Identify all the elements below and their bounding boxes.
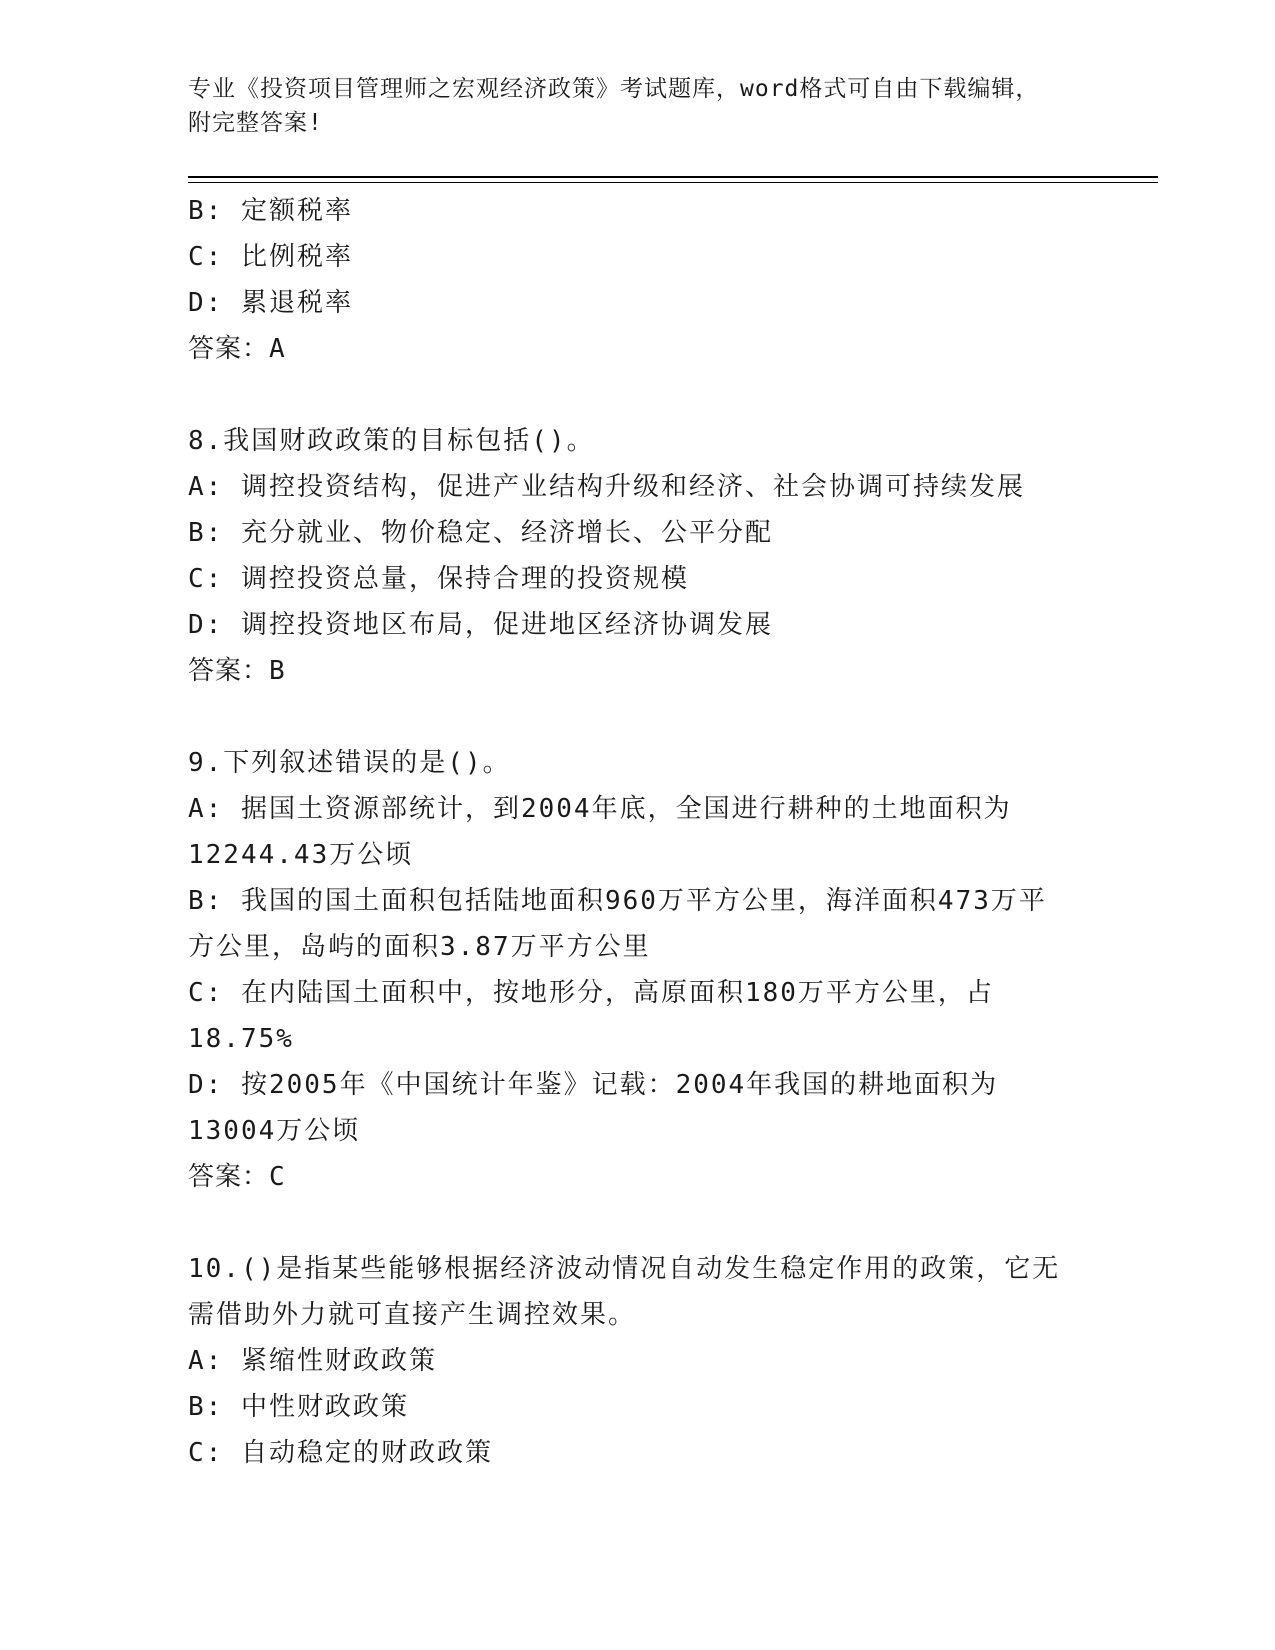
option-b: B: 充分就业、物价稳定、经济增长、公平分配 — [188, 518, 773, 548]
question-text: 10.()是指某些能够根据经济波动情况自动发生稳定作用的政策，它无 — [188, 1254, 1061, 1284]
question-10 — [188, 1246, 1088, 1476]
document-body — [188, 188, 1088, 1476]
option-d: D: 按2005年《中国统计年鉴》记载：2004年我国的耕地面积为 — [188, 1070, 999, 1100]
option-b: B: 我国的国土面积包括陆地面积960万平方公里，海洋面积473万平 — [188, 886, 1047, 916]
spacer — [188, 694, 1088, 740]
option-a: A: 紧缩性财政政策 — [188, 1346, 437, 1376]
question-7-tail — [188, 188, 1088, 372]
option-c: C: 调控投资总量，保持合理的投资规模 — [188, 564, 689, 594]
question-text: 8.我国财政政策的目标包括()。 — [188, 426, 595, 456]
header-line: 专业《投资项目管理师之宏观经济政策》考试题库，word格式可自由下载编辑， — [188, 76, 1040, 102]
question-8 — [188, 418, 1088, 694]
option-c: C: 自动稳定的财政政策 — [188, 1438, 493, 1468]
question-text-continued: 需借助外力就可直接产生调控效果。 — [188, 1300, 637, 1330]
option-a-continued: 12244.43万公顷 — [188, 840, 414, 870]
option-c: C: 比例税率 — [188, 242, 353, 272]
header-divider — [188, 176, 1158, 178]
option-d-continued: 13004万公顷 — [188, 1116, 361, 1146]
option-b-continued: 方公里，岛屿的面积3.87万平方公里 — [188, 932, 651, 962]
option-b: B: 定额税率 — [188, 196, 353, 226]
header-line: 附完整答案! — [188, 110, 323, 136]
option-a: A: 调控投资结构，促进产业结构升级和经济、社会协调可持续发展 — [188, 472, 1025, 502]
option-c: C: 在内陆国土面积中，按地形分，高原面积180万平方公里，占 — [188, 978, 994, 1008]
answer-label: 答案：A — [188, 334, 286, 364]
option-a: A: 据国土资源部统计，到2004年底，全国进行耕种的土地面积为 — [188, 794, 1012, 824]
option-c-continued: 18.75% — [188, 1024, 294, 1054]
spacer — [188, 372, 1088, 418]
option-b: B: 中性财政政策 — [188, 1392, 409, 1422]
question-9 — [188, 740, 1088, 1200]
header-divider-thin — [188, 182, 1158, 183]
option-d: D: 累退税率 — [188, 288, 353, 318]
spacer — [188, 1200, 1088, 1246]
document-header — [188, 72, 1088, 140]
answer-label: 答案：C — [188, 1162, 286, 1192]
option-d: D: 调控投资地区布局，促进地区经济协调发展 — [188, 610, 773, 640]
question-text: 9.下列叙述错误的是()。 — [188, 748, 511, 778]
answer-label: 答案：B — [188, 656, 286, 686]
